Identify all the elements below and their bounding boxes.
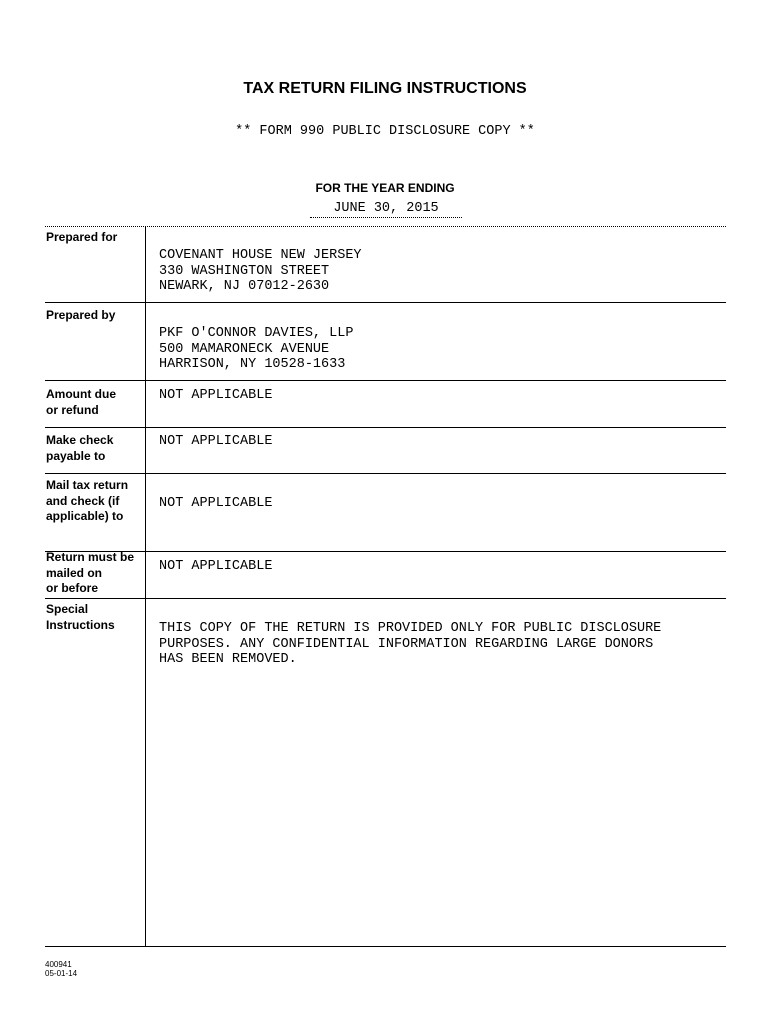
prepared-for-label: Prepared for [46,230,118,244]
prepared-for-value: COVENANT HOUSE NEW JERSEY 330 WASHINGTON STREET NEWARK, NJ 07012-2630 [159,248,362,295]
mail-return-label: Mail tax return and check (if applicable) to [46,478,129,523]
prepared-by-label: Prepared by [46,308,116,322]
mail-return-value: NOT APPLICABLE [159,496,273,511]
bottom-divider [45,946,726,947]
special-instructions-value: THIS COPY OF THE RETURN IS PROVIDED ONLY FOR PUBLIC DISCLOSURE PURPOSES. ANY CONFIDENTIAL INFORMATION REGARDING LARGE DONORS HAS BEEN REMOVED. [159,621,662,668]
row-divider [45,380,726,381]
return-mailed-value: NOT APPLICABLE [159,559,273,574]
year-ending-label: FOR THE YEAR ENDING [315,181,455,195]
special-instructions-label: Special Instructions [46,602,115,632]
row-divider [45,427,726,428]
amount-due-value: NOT APPLICABLE [159,388,273,403]
return-mailed-label: Return must be mailed on or before [46,550,135,595]
column-divider [145,227,146,947]
year-ending-date: JUNE 30, 2015 [310,201,462,218]
prepared-by-value: PKF O'CONNOR DAVIES, LLP 500 MAMARONECK AVENUE HARRISON, NY 10528-1633 [159,326,354,373]
form-code: 400941 05-01-14 [45,960,78,978]
row-divider [45,302,726,303]
make-check-label: Make check payable to [46,433,114,463]
row-divider [45,473,726,474]
row-divider [45,598,726,599]
make-check-value: NOT APPLICABLE [159,434,273,449]
page-title: TAX RETURN FILING INSTRUCTIONS [243,80,527,97]
top-divider [45,226,726,227]
amount-due-label: Amount due or refund [46,387,116,417]
page-subtitle: ** FORM 990 PUBLIC DISCLOSURE COPY ** [235,124,535,139]
row-divider [45,551,726,552]
